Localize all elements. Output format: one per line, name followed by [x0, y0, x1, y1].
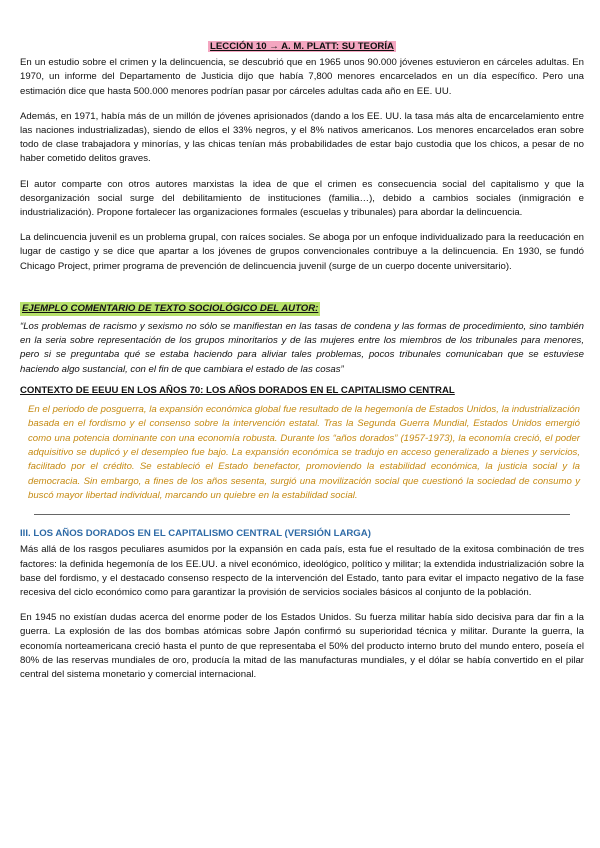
divider: [34, 514, 570, 515]
paragraph: En 1945 no existían dudas acerca del enorme poder de los Estados Unidos. Su fuerza militar había sido decisiva para dar fin a la guerra. La explosión de las dos bombas atómicas sobre Japón confirmó su superioridad técnica y militar. Durante la guerra, la economía norteamericana creció hasta el punto de que representaba el 50% del producto interno bruto del mundo entero, poseía el 80% de las reservas mundiales de oro, producía la mitad de las manufacturas mundiales, y el dólar se había convertido en el pilar central del sistema monetario y comercial internacional.: [20, 612, 584, 680]
context-heading: CONTEXTO DE EEUU EN LOS AÑOS 70: LOS AÑOS DORADOS EN EL CAPITALISMO CENTRAL: [20, 384, 455, 396]
example-heading-wrap: [20, 285, 584, 320]
paragraph: Más allá de los rasgos peculiares asumidos por la expansión en cada país, esta fue el resultado de la exitosa combinación de tres factores: la definida hegemonía de los EE.UU. a nivel económico, ideológico, político y militar; la extendida industrialización sobre la base del fordismo, y el destacado consenso respecto de la intervención del Estado, tanto para evitar el impacto negativo de la fase recesiva del ciclo económico como para garantizar la provisión de servicios sociales básicos al conjunto de la población.: [20, 544, 584, 598]
author-quote: “Los problemas de racismo y sexismo no sólo se manifiestan en las tasas de condena y las formas de procedimiento, sino también en la seria sobre representación de los grupos minoritarios y de las mujeres entre los miembros de los tribunales para menores, pero si se preguntaba qué se estaba haciendo para aliviar tales problemas, pocos tribunales comunicaban que se estuviese haciendo algo sustancial, con el fin de que cambiara el estado de las cosas”: [20, 321, 584, 375]
context-body: En el periodo de posguerra, la expansión económica global fue resultado de la hegemonía de Estados Unidos, la industrialización basada en el fordismo y el consenso sobre la intervención estatal. Tras la Segunda Guerra Mundial, Estados Unidos emergió como una potencia dominante con una economía robusta. Durante los “años dorados” (1957-1973), la economía creció, el poder adquisitivo se duplicó y el desempleo fue bajo. La expansión económica se tradujo en acceso generalizado a bienes y servicios, facilitado por el crédito. Se estableció el Estado benefactor, promoviendo la estabilidad económica, la justicia social y la democracia. Sin embargo, a fines de los años sesenta, surgió una movilización social que cuestionó la sociedad de consumo y buscó mayor libertad individual, marcando un quiebre en la estabilidad social.: [28, 404, 580, 501]
section3-heading: III. LOS AÑOS DORADOS EN EL CAPITALISMO CENTRAL (VERSIÓN LARGA): [20, 528, 371, 540]
example-heading: EJEMPLO COMENTARIO DE TEXTO SOCIOLÓGICO DEL AUTOR:: [20, 302, 320, 316]
paragraph: En un estudio sobre el crimen y la delincuencia, se descubrió que en 1965 unos 90.000 jóvenes estuvieron en cárceles adultas. En 1970, un informe del Departamento de Justicia dijo que había 7,800 menores encarcelados en un día específico. Pero una estimación dice que hasta 500.000 menores podrían pasar por cárceles adultas cada año en EE. UU.: [20, 57, 584, 97]
paragraph: El autor comparte con otros autores marxistas la idea de que el crimen es consecuencia social del capitalismo y que la desorganización social surge del debilitamiento de instituciones (familia…), debido a cambios sociales (inmigración e industrialización). Propone fortalecer las organizaciones formales (escuelas y tribunales) para abordar la delincuencia.: [20, 178, 584, 219]
lesson-title-text: LECCIÓN 10 → A. M. PLATT: SU TEORÍA: [210, 41, 394, 52]
paragraph: La delincuencia juvenil es un problema grupal, con raíces sociales. Se aboga por un enfoque individualizado para la reeducación en lugar de castigo y se dice que apartar a los jóvenes de grupos convencionales contribuye a la delincuencia. En 1930, se fundó Chicago Project, primer programa de prevención de delincuencia juvenil (surge de un cuerpo docente universitario).: [20, 232, 584, 272]
document-page: [20, 40, 584, 693]
lesson-title: [20, 40, 584, 54]
paragraph: Además, en 1971, había más de un millón de jóvenes aprisionados (dando a los EE. UU. la tasa más alta de encarcelamiento entre las naciones industrializadas), siendo de ellos el 33% negros, y el 8% nativos americanos. Los menores encarcelados eran sobre todo de clase trabajadora y minorías, y las chicas tenían más probabilidades de estar bajo custodia que los chicos, a pesar de no haber cometido delitos graves.: [20, 110, 584, 165]
